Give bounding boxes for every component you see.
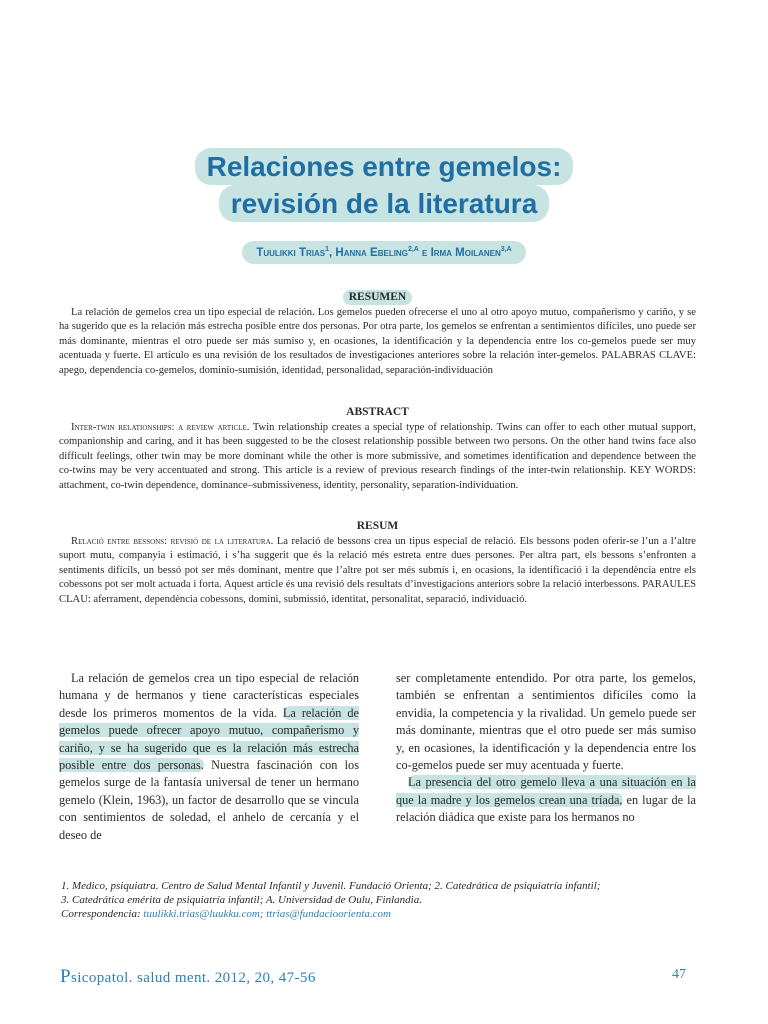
author-1-name: Tuulikki Trias <box>256 246 326 259</box>
email-link-2[interactable]: ttrias@fundacioorienta.com <box>266 908 391 920</box>
right-paragraph-2 <box>396 774 696 826</box>
journal-reference: sicopatol. salud ment. 2012, 20, 47-56 <box>70 970 316 986</box>
right-highlighted-text: La presencia del otro gemelo lleva a una situación en la que la madre y los gemelos crean una tríada, <box>396 775 696 807</box>
resumen-heading: RESUMEN <box>343 290 413 305</box>
page-number: 47 <box>672 967 686 982</box>
author-2-affil: 2,A <box>407 246 419 253</box>
abstract-section <box>59 405 696 494</box>
resum-section <box>59 519 696 608</box>
left-text-2: Nuestra fascinación con los gemelos surge de la fantasía universal de tener un hermano gemelo (Klein, 1963), un factor de desarrollo que se vincula con sentimientos de soledad, el anhelo de cercanía y el deseo de <box>59 758 359 842</box>
author-3-name: Irma Moilanen <box>430 246 501 259</box>
author-pill <box>242 241 525 264</box>
resum-lead-title: Relació entre bessons: revisió de la literatura. <box>71 535 274 547</box>
author-separator: , <box>329 246 336 259</box>
email-link-1[interactable]: tuulikki.trias@luukku.com <box>143 908 260 920</box>
author-2-name: Hanna Ebeling <box>335 246 408 259</box>
body-column-right <box>396 670 696 827</box>
title-line-2: revisión de la literatura <box>219 185 550 222</box>
footnote-line-1: 1. Medico, psiquiatra. Centro de Salud Mental Infantil y Juvenil. Fundació Orienta; 2. Catedrática de psiquiatría infantil; <box>61 880 601 892</box>
email-separator: ; <box>259 908 267 920</box>
abstract-heading: ABSTRACT <box>346 406 409 418</box>
right-paragraph-1: ser completamente entendido. Por otra parte, los gemelos, también se enfrentan a sentimientos difíciles como la envidia, la competencia y la rivalidad. Un gemelo puede ser más dominante, mientras que el otro puede ser más sumiso y, en ocasiones, la identificación y la dependencia entre los co-gemelos puede ser muy acentuada y fuerte. <box>396 671 696 773</box>
abstract-body <box>59 421 696 494</box>
article-title <box>0 148 768 222</box>
correspondence-label: Correspondencia: <box>61 908 144 920</box>
resumen-section <box>59 290 696 379</box>
resum-body <box>59 535 696 608</box>
resumen-text: La relación de gemelos crea un tipo especial de relación. Los gemelos pueden ofrecerse el uno al otro apoyo mutuo, compañerismo y cariño, y se ha sugerido que es la relación más estrecha posible entre dos personas. Por otra parte, los gemelos se enfrentan a sentimientos difíciles, uno puede ser más dominante, mientras el otro puede ser más sumiso y, en ocasiones, la identificación y la dependencia entre los co-gemelos puede ser muy acentuada y fuerte. El artículo es una revisión de los resultados de investigaciones anteriores sobre la relación inter-gemelos. PALABRAS CLAVE: apego, dependencia co-gemelos, dominio-sumisión, identidad, personalidad, separación-individuación <box>59 306 696 376</box>
journal-citation <box>60 966 316 988</box>
right-text-2: en lugar de la relación diádica que existe para los hermanos no <box>396 792 696 825</box>
left-text-1: La relación de gemelos crea un tipo especial de relación humana y de hermanos y tiene características especiales desde los primeros momentos de la vida. <box>59 671 359 720</box>
author-conjunction: e <box>418 246 431 259</box>
journal-initial: P <box>60 966 71 987</box>
abstract-text: Twin relationship creates a special type of relationship. Twins can offer to each other mutual support, companionship and caring, and it has been suggested to be the closest relationship possible between two persons. On the other hand twins face also difficult feelings, other twin may be more dominant while the other is more submissive, and sometimes identification and dependence between the co-twins may be very accentuated and strong. This article is a review of previous research findings of the inter-twin relationship. KEY WORDS: attachment, co-twin dependence, dominance–submissiveness, identity, personality, separation-individuation. <box>59 421 696 491</box>
left-highlighted-text: La relación de gemelos puede ofrecer apoyo mutuo, compañerismo y cariño, y se ha sugerido que es la relación más estrecha posible entre dos personas. <box>59 705 360 773</box>
body-column-left <box>59 670 359 844</box>
body-paragraph-left <box>59 670 359 844</box>
resum-heading: RESUM <box>356 520 399 532</box>
author-1-affil: 1 <box>325 246 330 253</box>
footnote-line-2: 3. Catedrática emérita de psiquiatría infantil; A. Universidad de Oulu, Finlandia. <box>61 894 422 906</box>
abstract-lead-title: Inter-twin relationships: a review article. <box>71 421 250 433</box>
author-3-affil: 3,A <box>500 246 512 253</box>
title-line-1: Relaciones entre gemelos: <box>195 148 574 185</box>
resum-text: La relació de bessons crea un tipus especial de relació. Els bessons poden oferir-se l’un a l’altre suport mutu, companyia i estimació, i s’ha suggerit que és la relació més estreta entre dues persones. Per altra part, els bessons s’enfronten a sentiments difícils, un bessó pot ser més dominant, mentre que l’altre pot ser més submís i, en ocasions, la identificació i la dependència entre els cobessons pot ser molt actuada i forta. Aquest article és una revisió dels resultats d’investigacions anteriors sobre la relació interbessons. PARAULES CLAU: aferrament, dependència cobessons, domini, submissió, identitat, personalitat, separació, individuació. <box>59 535 696 605</box>
author-list <box>0 241 768 264</box>
footnotes <box>61 879 711 921</box>
correspondence-line <box>61 907 711 921</box>
